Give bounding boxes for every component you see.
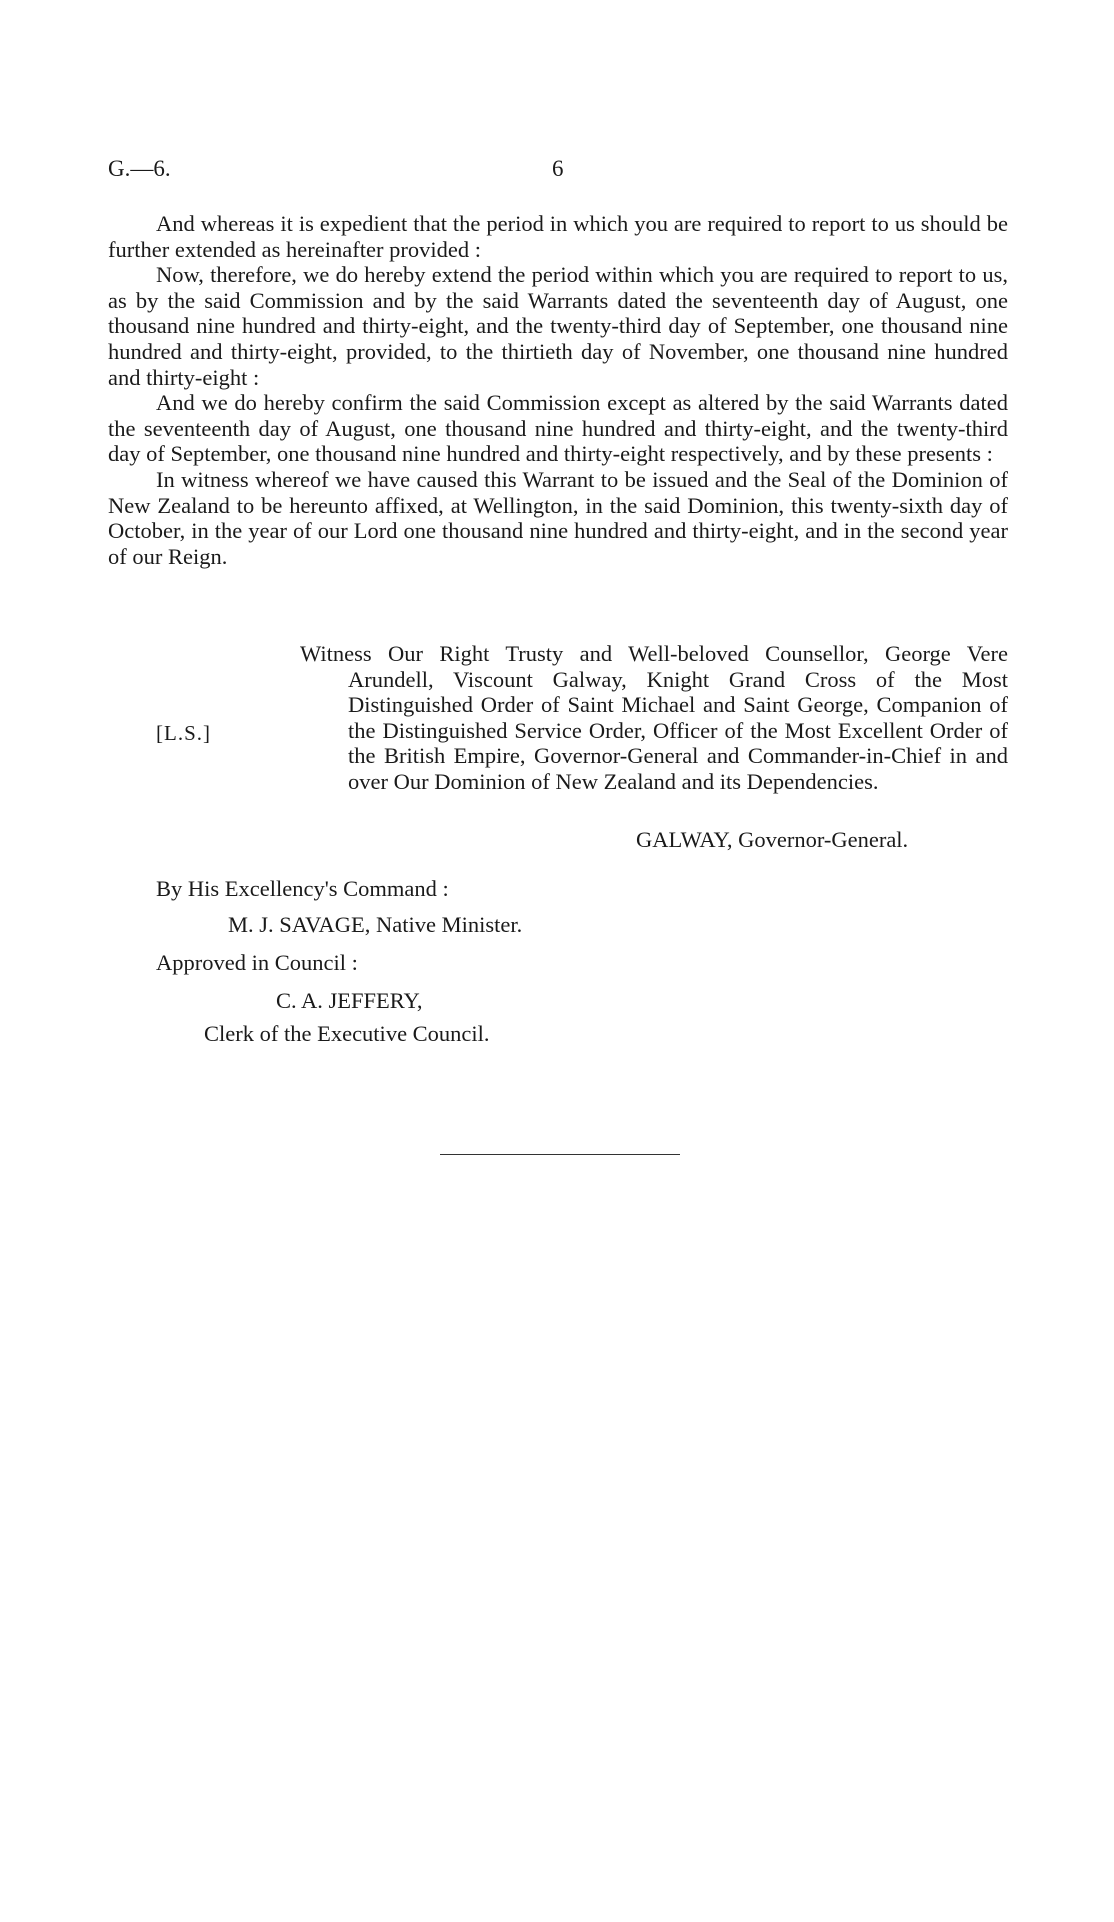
command-line: By His Excellency's Command : xyxy=(156,876,449,901)
governor-signature: GALWAY, Governor-General. xyxy=(636,827,909,852)
approved-line: Approved in Council : xyxy=(156,950,358,975)
paragraph-confirmation: And we do hereby confirm the said Commission except as altered by the said Warrants dated the seventeenth day of August, one thousand nine hundred and thirty-eight, and the twenty-third day of September, one thousand nine hundred and thirty-eight respectively, and by these presents : xyxy=(108,390,1008,467)
paragraph-in-witness: In witness whereof we have caused this Warrant to be issued and the Seal of the Dominion of New Zealand to be hereunto affixed, at Wellington, in the said Dominion, this twenty-sixth day of October, in the year of our Lord one thousand nine hundred and thirty-eight, and in the second year of our Reign. xyxy=(108,466,1008,569)
clerk-name: C. A. JEFFERY, xyxy=(276,988,423,1013)
end-rule-divider xyxy=(440,1154,680,1155)
page-number: 6 xyxy=(552,156,564,181)
clerk-title: Clerk of the Executive Council. xyxy=(204,1021,490,1046)
paragraph-whereas: And whereas it is expedient that the period in which you are required to report to us should be further extended as hereinafter provided : xyxy=(108,211,1008,262)
witness-clause: Witness Our Right Trusty and Well-beloved Counsellor, George Vere Arundell, Viscount Galway, Knight Grand Cross of the Most Distinguished Order of Saint Michael and Saint George, Companion of the Distinguished Service Order, Officer of the Most Excellent Order of the British Empire, Governor-General and Commander-in-Chief in and over Our Dominion of New Zealand and its Dependencies. xyxy=(300,641,1008,794)
seal-label: [L.S.] xyxy=(156,721,211,745)
minister-signature: M. J. SAVAGE, Native Minister. xyxy=(228,912,523,937)
document-reference: G.—6. xyxy=(108,156,171,181)
paragraph-extension: Now, therefore, we do hereby extend the period within which you are required to report to us, as by the said Commission and by the said Warrants dated the seventeenth day of August, one thousand nine hundred and thirty-eight, and the twenty-third day of September, one thousand nine hundred and thirty-eight, provided, to the thirtieth day of November, one thousand nine hundred and thirty-eight : xyxy=(108,262,1008,390)
warrant-body xyxy=(108,211,1008,569)
